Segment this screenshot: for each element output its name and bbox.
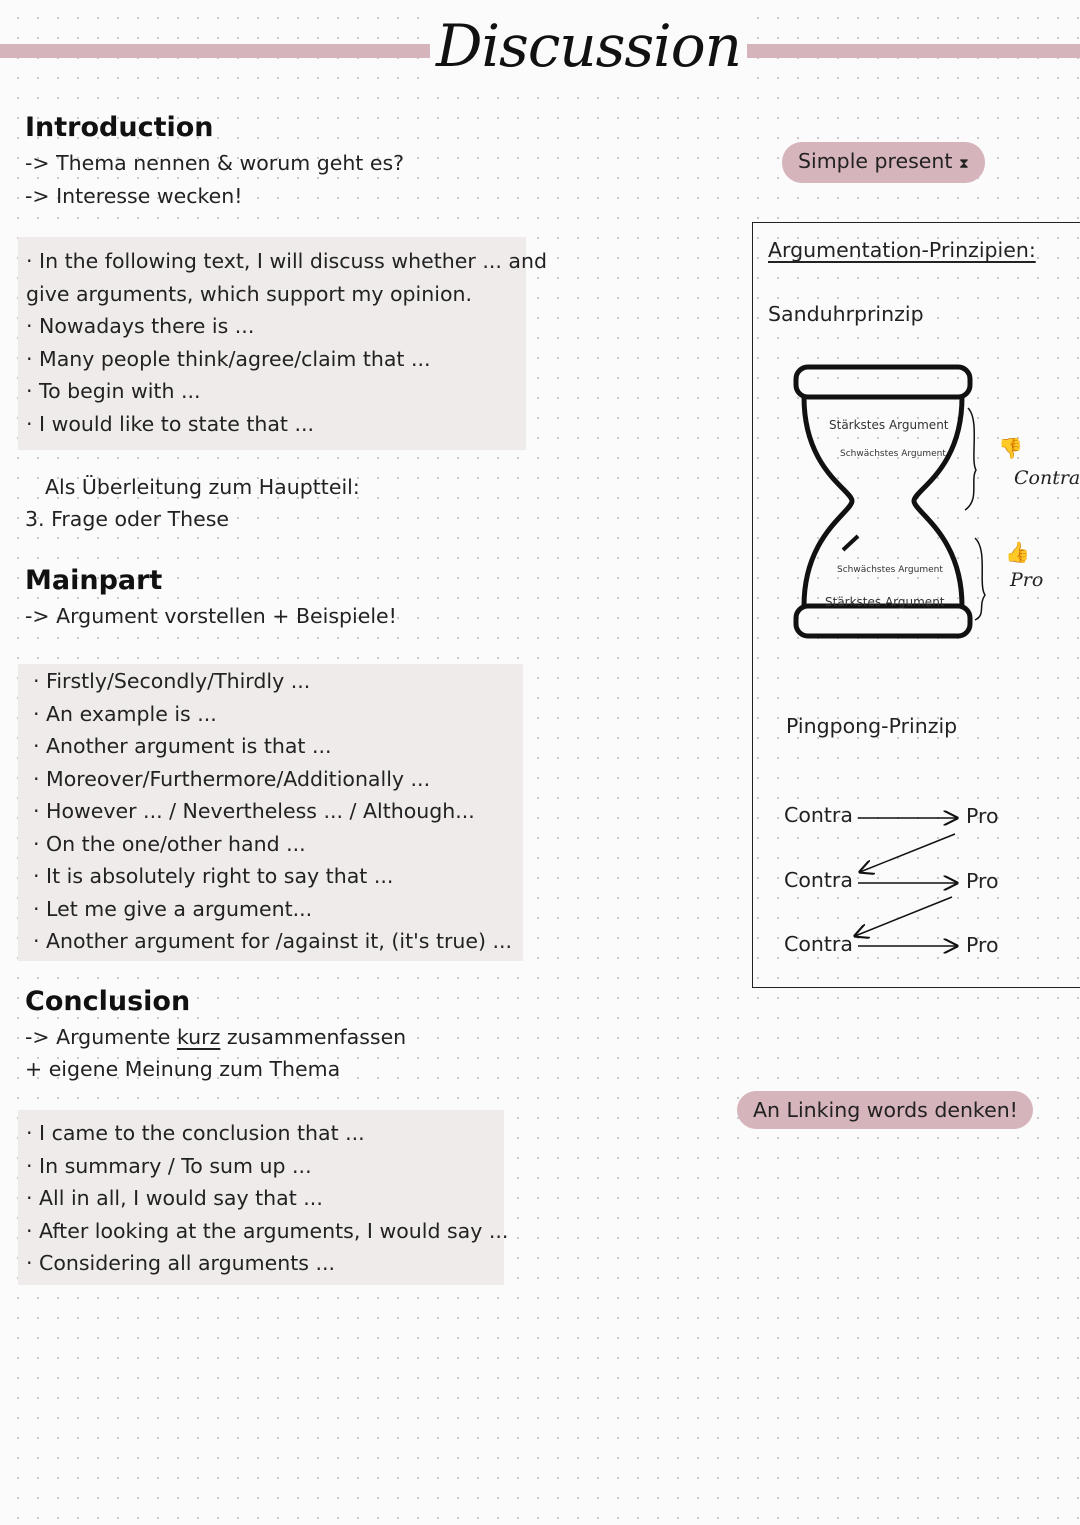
note-text: -> Argumente bbox=[25, 1025, 177, 1049]
phrase-item: · Firstly/Secondly/Thirdly ... bbox=[33, 669, 311, 693]
note-emphasis: kurz bbox=[176, 1025, 221, 1049]
pill-label: Simple present bbox=[798, 149, 953, 173]
phrase-item: · However ... / Nevertheless ... / Although... bbox=[33, 799, 475, 823]
phrase-item: · In the following text, I will discuss whether ... and bbox=[26, 249, 547, 273]
pingpong-pro: Pro bbox=[966, 933, 999, 957]
panel-title: Argumentation-Prinzipien: bbox=[768, 238, 1036, 262]
sand-timer-icon: ⧗ bbox=[958, 156, 969, 172]
transition-value: 3. Frage oder These bbox=[25, 507, 230, 531]
pingpong-arrows bbox=[850, 800, 970, 960]
hourglass-top-weak: Schwächstes Argument bbox=[840, 449, 946, 459]
contra-label: Contra bbox=[1014, 467, 1080, 489]
phrase-item: · All in all, I would say that ... bbox=[26, 1186, 323, 1210]
conclusion-note: + eigene Meinung zum Thema bbox=[25, 1057, 341, 1081]
hourglass-bottom-weak: Schwächstes Argument bbox=[837, 565, 943, 575]
pingpong-pro: Pro bbox=[966, 804, 999, 828]
conclusion-heading: Conclusion bbox=[25, 986, 191, 1017]
intro-note: -> Interesse wecken! bbox=[25, 184, 243, 208]
phrase-item: · In summary / To sum up ... bbox=[26, 1153, 312, 1178]
phrase-item: · To begin with ... bbox=[26, 379, 201, 403]
thumbs-up-icon: 👍 bbox=[1005, 540, 1030, 564]
phrase-item: · An example is ... bbox=[33, 701, 217, 726]
phrase-item: · On the one/other hand ... bbox=[33, 831, 306, 856]
note-text: zusammenfassen bbox=[220, 1025, 407, 1049]
pingpong-pro: Pro bbox=[966, 869, 999, 893]
conclusion-phrase-box bbox=[18, 1110, 509, 1285]
intro-phrase-box bbox=[18, 237, 547, 450]
thumbs-down-icon: 👎 bbox=[998, 436, 1023, 460]
phrase-item: · Many people think/agree/claim that ... bbox=[26, 346, 431, 371]
pro-label: Pro bbox=[1010, 569, 1044, 591]
pingpong-contra: Contra bbox=[784, 868, 853, 892]
phrase-item: give arguments, which support my opinion. bbox=[26, 281, 472, 306]
phrase-item: · Moreover/Furthermore/Additionally ... bbox=[33, 766, 431, 791]
phrase-item: · I would like to state that ... bbox=[26, 411, 315, 436]
intro-note: -> Thema nennen & worum geht es? bbox=[25, 151, 405, 175]
main-phrase-box bbox=[18, 664, 523, 961]
hourglass-bottom-strong: Stärkstes Argument bbox=[825, 595, 945, 609]
phrase-item: · Another argument for /against it, (it's true) ... bbox=[33, 929, 513, 953]
phrase-item: · Nowadays there is ... bbox=[26, 314, 255, 338]
transition-label: Als Überleitung zum Hauptteil: bbox=[45, 475, 360, 499]
hourglass-top-strong: Stärkstes Argument bbox=[829, 418, 949, 432]
phrase-item: · Let me give a argument... bbox=[33, 896, 313, 921]
sanduhr-label: Sanduhrprinzip bbox=[768, 302, 924, 326]
pingpong-contra: Contra bbox=[784, 803, 853, 827]
phrase-item: · After looking at the arguments, I would say ... bbox=[26, 1218, 509, 1243]
phrase-item: · I came to the conclusion that ... bbox=[26, 1121, 365, 1145]
pingpong-contra: Contra bbox=[784, 932, 853, 956]
page-title: Discussion bbox=[430, 6, 747, 86]
pingpong-label: Pingpong-Prinzip bbox=[786, 714, 958, 738]
main-note: -> Argument vorstellen + Beispiele! bbox=[25, 604, 397, 628]
tense-pill bbox=[782, 142, 985, 183]
linking-words-pill: An Linking words denken! bbox=[737, 1091, 1033, 1129]
phrase-item: · Another argument is that ... bbox=[33, 734, 332, 758]
main-heading: Mainpart bbox=[25, 565, 163, 596]
intro-heading: Introduction bbox=[25, 112, 214, 143]
conclusion-note bbox=[25, 1021, 406, 1054]
phrase-item: · Considering all arguments ... bbox=[26, 1251, 335, 1275]
phrase-item: · It is absolutely right to say that ... bbox=[33, 864, 394, 888]
